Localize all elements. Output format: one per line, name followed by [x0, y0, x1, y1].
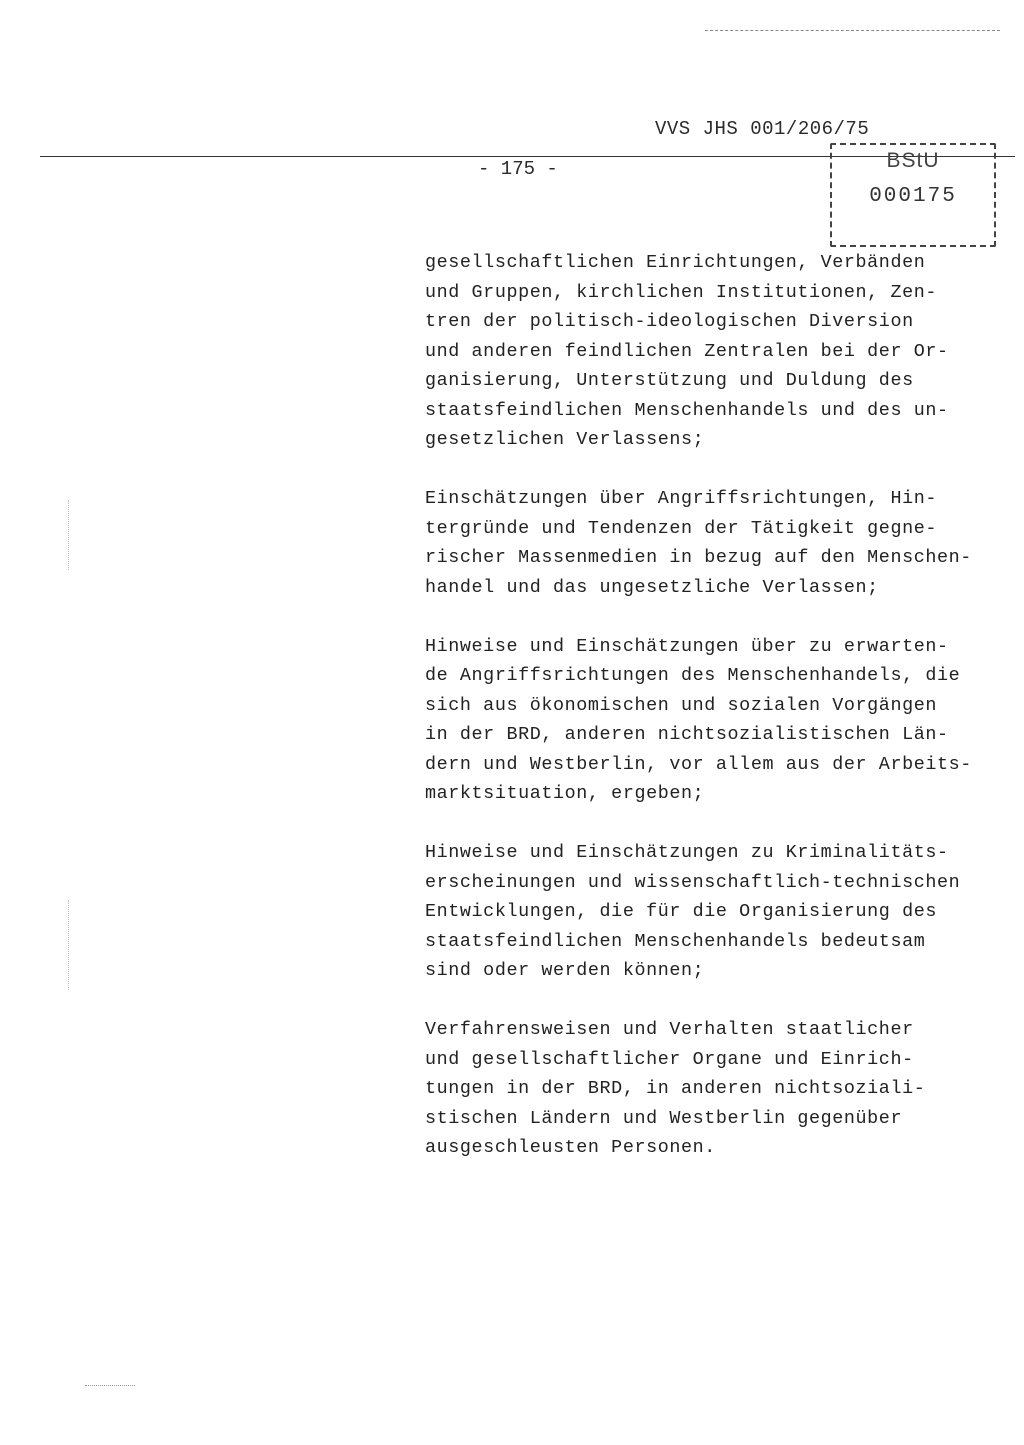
- text-line: Entwicklungen, die für die Organisierung des: [425, 901, 937, 922]
- archive-stamp: [830, 143, 996, 247]
- text-line: sich aus ökonomischen und sozialen Vorgängen: [425, 694, 937, 716]
- text-line: und gesellschaftlicher Organe und Einrich-: [425, 1048, 914, 1070]
- page-number: - 175 -: [478, 158, 558, 180]
- text-line: Einschätzungen über Angriffsrichtungen, Hin-: [425, 488, 937, 509]
- text-line: dern und Westberlin, vor allem aus der Arbeits-: [425, 753, 972, 775]
- scan-edge-mark: [68, 900, 69, 990]
- text-line: Hinweise und Einschätzungen zu Kriminalitäts-: [425, 842, 949, 863]
- text-line: und anderen feindlichen Zentralen bei der Or-: [425, 340, 949, 362]
- scan-top-dashes: [705, 30, 1000, 31]
- text-line: de Angriffsrichtungen des Menschenhandels, die: [425, 665, 961, 686]
- text-line: sind oder werden können;: [425, 960, 705, 981]
- text-line: rischer Massenmedien in bezug auf den Menschen-: [425, 547, 972, 568]
- document-reference: VVS JHS 001/206/75: [655, 118, 870, 140]
- body-text: [425, 248, 1020, 1192]
- paragraph: [425, 484, 1020, 602]
- paragraph: [425, 1015, 1020, 1163]
- text-line: tergründe und Tendenzen der Tätigkeit gegne-: [425, 517, 937, 539]
- text-line: gesellschaftlichen Einrichtungen, Verbänden: [425, 252, 926, 273]
- text-line: gesetzlichen Verlassens;: [425, 429, 705, 450]
- paragraph: [425, 838, 1020, 986]
- text-line: stischen Ländern und Westberlin gegenüber: [425, 1107, 903, 1129]
- text-line: staatsfeindlichen Menschenhandels und des un-: [425, 399, 949, 421]
- text-line: Verfahrensweisen und Verhalten staatlicher: [425, 1019, 914, 1040]
- text-line: ausgeschleusten Personen.: [425, 1137, 716, 1158]
- stamp-title: BStU: [886, 149, 940, 172]
- scan-edge-mark: [68, 500, 69, 570]
- scan-footer-dots: [85, 1385, 135, 1386]
- text-line: handel und das ungesetzliche Verlassen;: [425, 576, 879, 598]
- text-line: tren der politisch-ideologischen Diversion: [425, 311, 914, 332]
- paragraph: [425, 632, 1020, 809]
- text-line: marktsituation, ergeben;: [425, 783, 705, 804]
- text-line: ganisierung, Unterstützung und Duldung des: [425, 370, 914, 391]
- text-line: staatsfeindlichen Menschenhandels bedeutsam: [425, 930, 926, 952]
- text-line: und Gruppen, kirchlichen Institutionen, Zen-: [425, 281, 937, 303]
- text-line: Hinweise und Einschätzungen über zu erwarten-: [425, 635, 949, 657]
- paragraph: [425, 248, 1020, 455]
- text-line: tungen in der BRD, in anderen nichtsoziali-: [425, 1078, 926, 1099]
- stamp-number: 000175: [869, 185, 957, 208]
- text-line: erscheinungen und wissenschaftlich-technischen: [425, 871, 961, 893]
- text-line: in der BRD, anderen nichtsozialistischen Län-: [425, 724, 949, 745]
